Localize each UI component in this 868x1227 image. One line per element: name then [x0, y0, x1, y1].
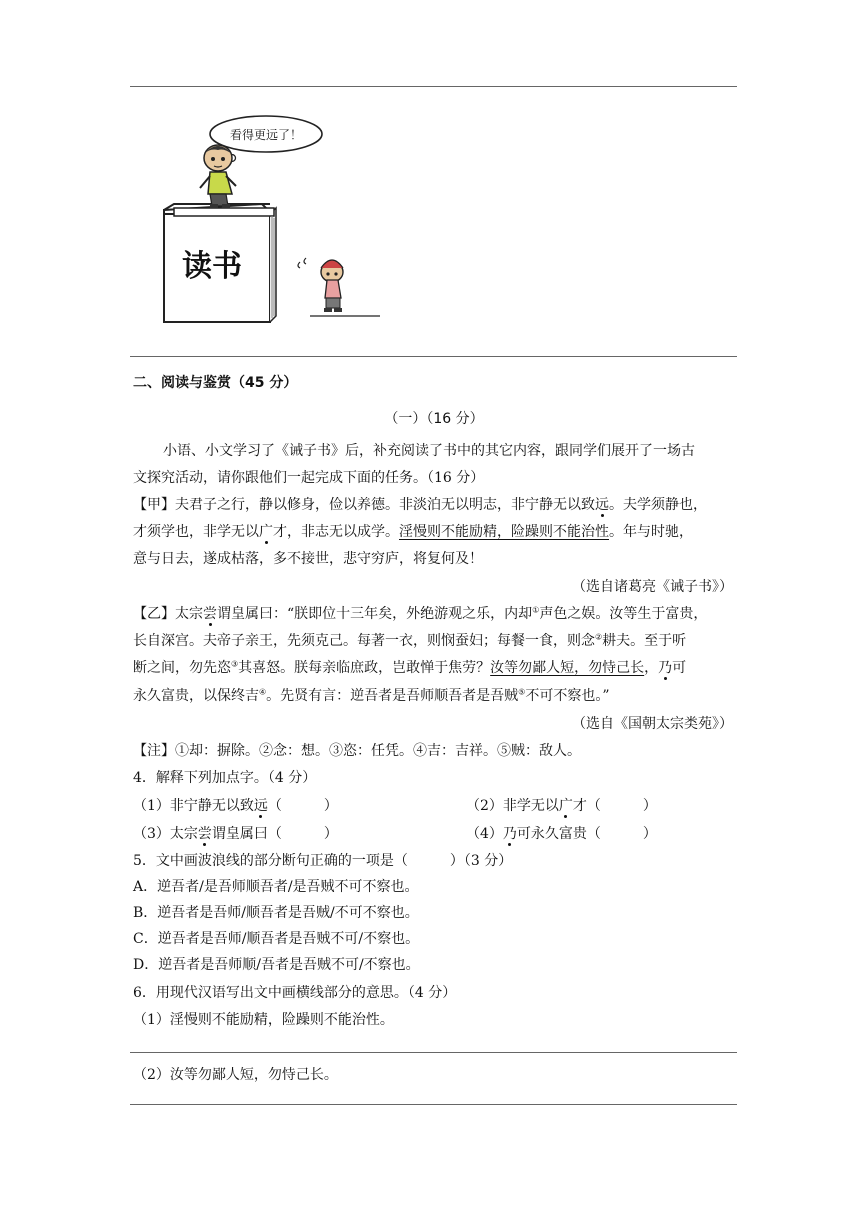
q4-item-2 — [466, 796, 657, 816]
yi-text: 声色之娱。汝等生于富贵， — [539, 606, 708, 622]
q5-option-c[interactable]: C．逆吾者是吾师/顺吾者是吾贼不可/不察也。 — [133, 931, 420, 947]
q6-item-1: （1）淫慢则不能励精，险躁则不能治性。 — [133, 1012, 394, 1028]
yi-text: 不可不察也。” — [525, 688, 610, 704]
yi-line-4 — [133, 686, 610, 706]
footnote-mark: ① — [532, 605, 540, 615]
q5-option-a[interactable]: A．逆吾者/是吾师顺吾者/是吾贼不可不察也。 — [133, 879, 419, 895]
q4-text: （4） — [466, 826, 503, 842]
dotted-char: 尝 — [203, 606, 217, 622]
intro-line-2: 文探究活动，请你跟他们一起完成下面的任务。（16 分） — [133, 470, 485, 486]
yi-source: （选自《国朝太宗类苑》） — [572, 716, 733, 732]
dotted-char: 尝 — [197, 826, 212, 842]
footnote-mark: ③ — [231, 659, 239, 669]
reading-cartoon-illustration — [134, 112, 386, 328]
yi-text: ， — [644, 660, 659, 676]
underlined-phrase: 淫慢则不能励精，险躁则不能治性 — [399, 524, 609, 540]
footnote-mark: ② — [595, 632, 603, 642]
q4-title: 4．解释下列加点字。（4 分） — [133, 770, 317, 786]
yi-text: 可 — [672, 660, 687, 676]
yi-text: 谓皇属曰：“朕即位十三年矣，外绝游观之乐，内却 — [217, 606, 533, 622]
speech-bubble-text: 看得更远了！ — [229, 128, 303, 142]
jia-text: 【甲】夫君子之行，静以修身，俭以养德。非淡泊无以明志，非宁静无以致 — [133, 497, 595, 513]
yi-text: 永久富贵，以保终吉 — [133, 688, 259, 704]
footnote-mark: ④ — [259, 687, 267, 697]
yi-text: 断之间，勿先恣 — [133, 660, 231, 676]
intro-line-1: 小语、小文学习了《诫子书》后，补充阅读了书中的其它内容，跟同学们展开了一场古 — [163, 443, 695, 459]
q5-title: 5．文中画波浪线的部分断句正确的一项是（ ）（3 分） — [133, 853, 513, 869]
yi-text: 长自深宫。夫帝子亲王，先须克己。每著一衣，则悯蚕妇；每餐一食，则念 — [133, 633, 595, 649]
yi-text: 。先贤有言：逆吾者是吾师顺吾者是吾贼 — [266, 688, 519, 704]
q4-item-1 — [133, 796, 338, 816]
jia-line-1 — [133, 495, 707, 515]
answer-blank[interactable]: （ ） — [267, 798, 338, 814]
q6-item-2: （2）汝等勿鄙人短，勿恃己长。 — [133, 1067, 338, 1083]
q4-item-4 — [466, 824, 657, 844]
q5-option-b[interactable]: B．逆吾者是吾师/顺吾者是吾贼/不可不察也。 — [133, 905, 419, 921]
yi-text: 其喜怒。朕每亲临庶政，岂敢惮于焦劳？ — [238, 660, 491, 676]
footnotes: 【注】①却：摒除。②念：想。③恣：任凭。④吉：吉祥。⑤贼：敌人。 — [133, 743, 581, 759]
part-title: （一）（16 分） — [384, 411, 484, 427]
answer-line-2[interactable] — [130, 1104, 737, 1105]
answer-blank[interactable]: 才（ ） — [572, 798, 657, 814]
answer-blank[interactable]: 谓皇属曰（ ） — [211, 826, 338, 842]
underlined-phrase: 汝等勿鄙人短，勿恃己长 — [490, 660, 645, 676]
jia-text: 。年与时驰， — [609, 524, 693, 540]
dotted-char: 乃 — [658, 660, 673, 676]
jia-line-3: 意与日去，遂成枯落，多不接世，悲守穷庐，将复何及！ — [133, 551, 483, 567]
jia-source: （选自诸葛亮《诫子书》） — [572, 579, 733, 595]
q6-title: 6．用现代汉语写出文中画横线部分的意思。（4 分） — [133, 985, 457, 1001]
section-heading: 二、阅读与鉴赏（45 分） — [133, 375, 298, 391]
book-title-text: 读书 — [182, 249, 242, 284]
yi-line-1 — [133, 604, 707, 624]
jia-text: 。夫学须静也， — [609, 497, 707, 513]
dotted-char: 广 — [259, 524, 273, 540]
section-rule — [130, 356, 737, 357]
yi-line-3 — [133, 658, 686, 678]
dotted-char: 乃 — [502, 826, 517, 842]
dotted-char: 远 — [253, 798, 268, 814]
jia-text: 才，非志无以成学。 — [273, 524, 399, 540]
footnote-mark: ⑤ — [518, 687, 526, 697]
top-rule — [130, 86, 737, 87]
jia-line-2 — [133, 522, 693, 542]
answer-blank[interactable]: 可永久富贵（ ） — [516, 826, 657, 842]
yi-text: 【乙】太宗 — [133, 606, 203, 622]
q4-text: （1）非宁静无以致 — [133, 798, 254, 814]
jia-text: 才须学也，非学无以 — [133, 524, 259, 540]
q4-text: （2）非学无以 — [466, 798, 559, 814]
yi-line-2 — [133, 631, 686, 651]
q4-item-3 — [133, 824, 338, 844]
answer-line-1[interactable] — [130, 1052, 737, 1053]
dotted-char: 广 — [558, 798, 573, 814]
dotted-char: 远 — [595, 497, 609, 513]
q5-option-d[interactable]: D．逆吾者是吾师顺/吾者是吾贼不可/不察也。 — [133, 957, 420, 973]
yi-text: 耕夫。至于听 — [602, 633, 687, 649]
q4-text: （3）太宗 — [133, 826, 198, 842]
